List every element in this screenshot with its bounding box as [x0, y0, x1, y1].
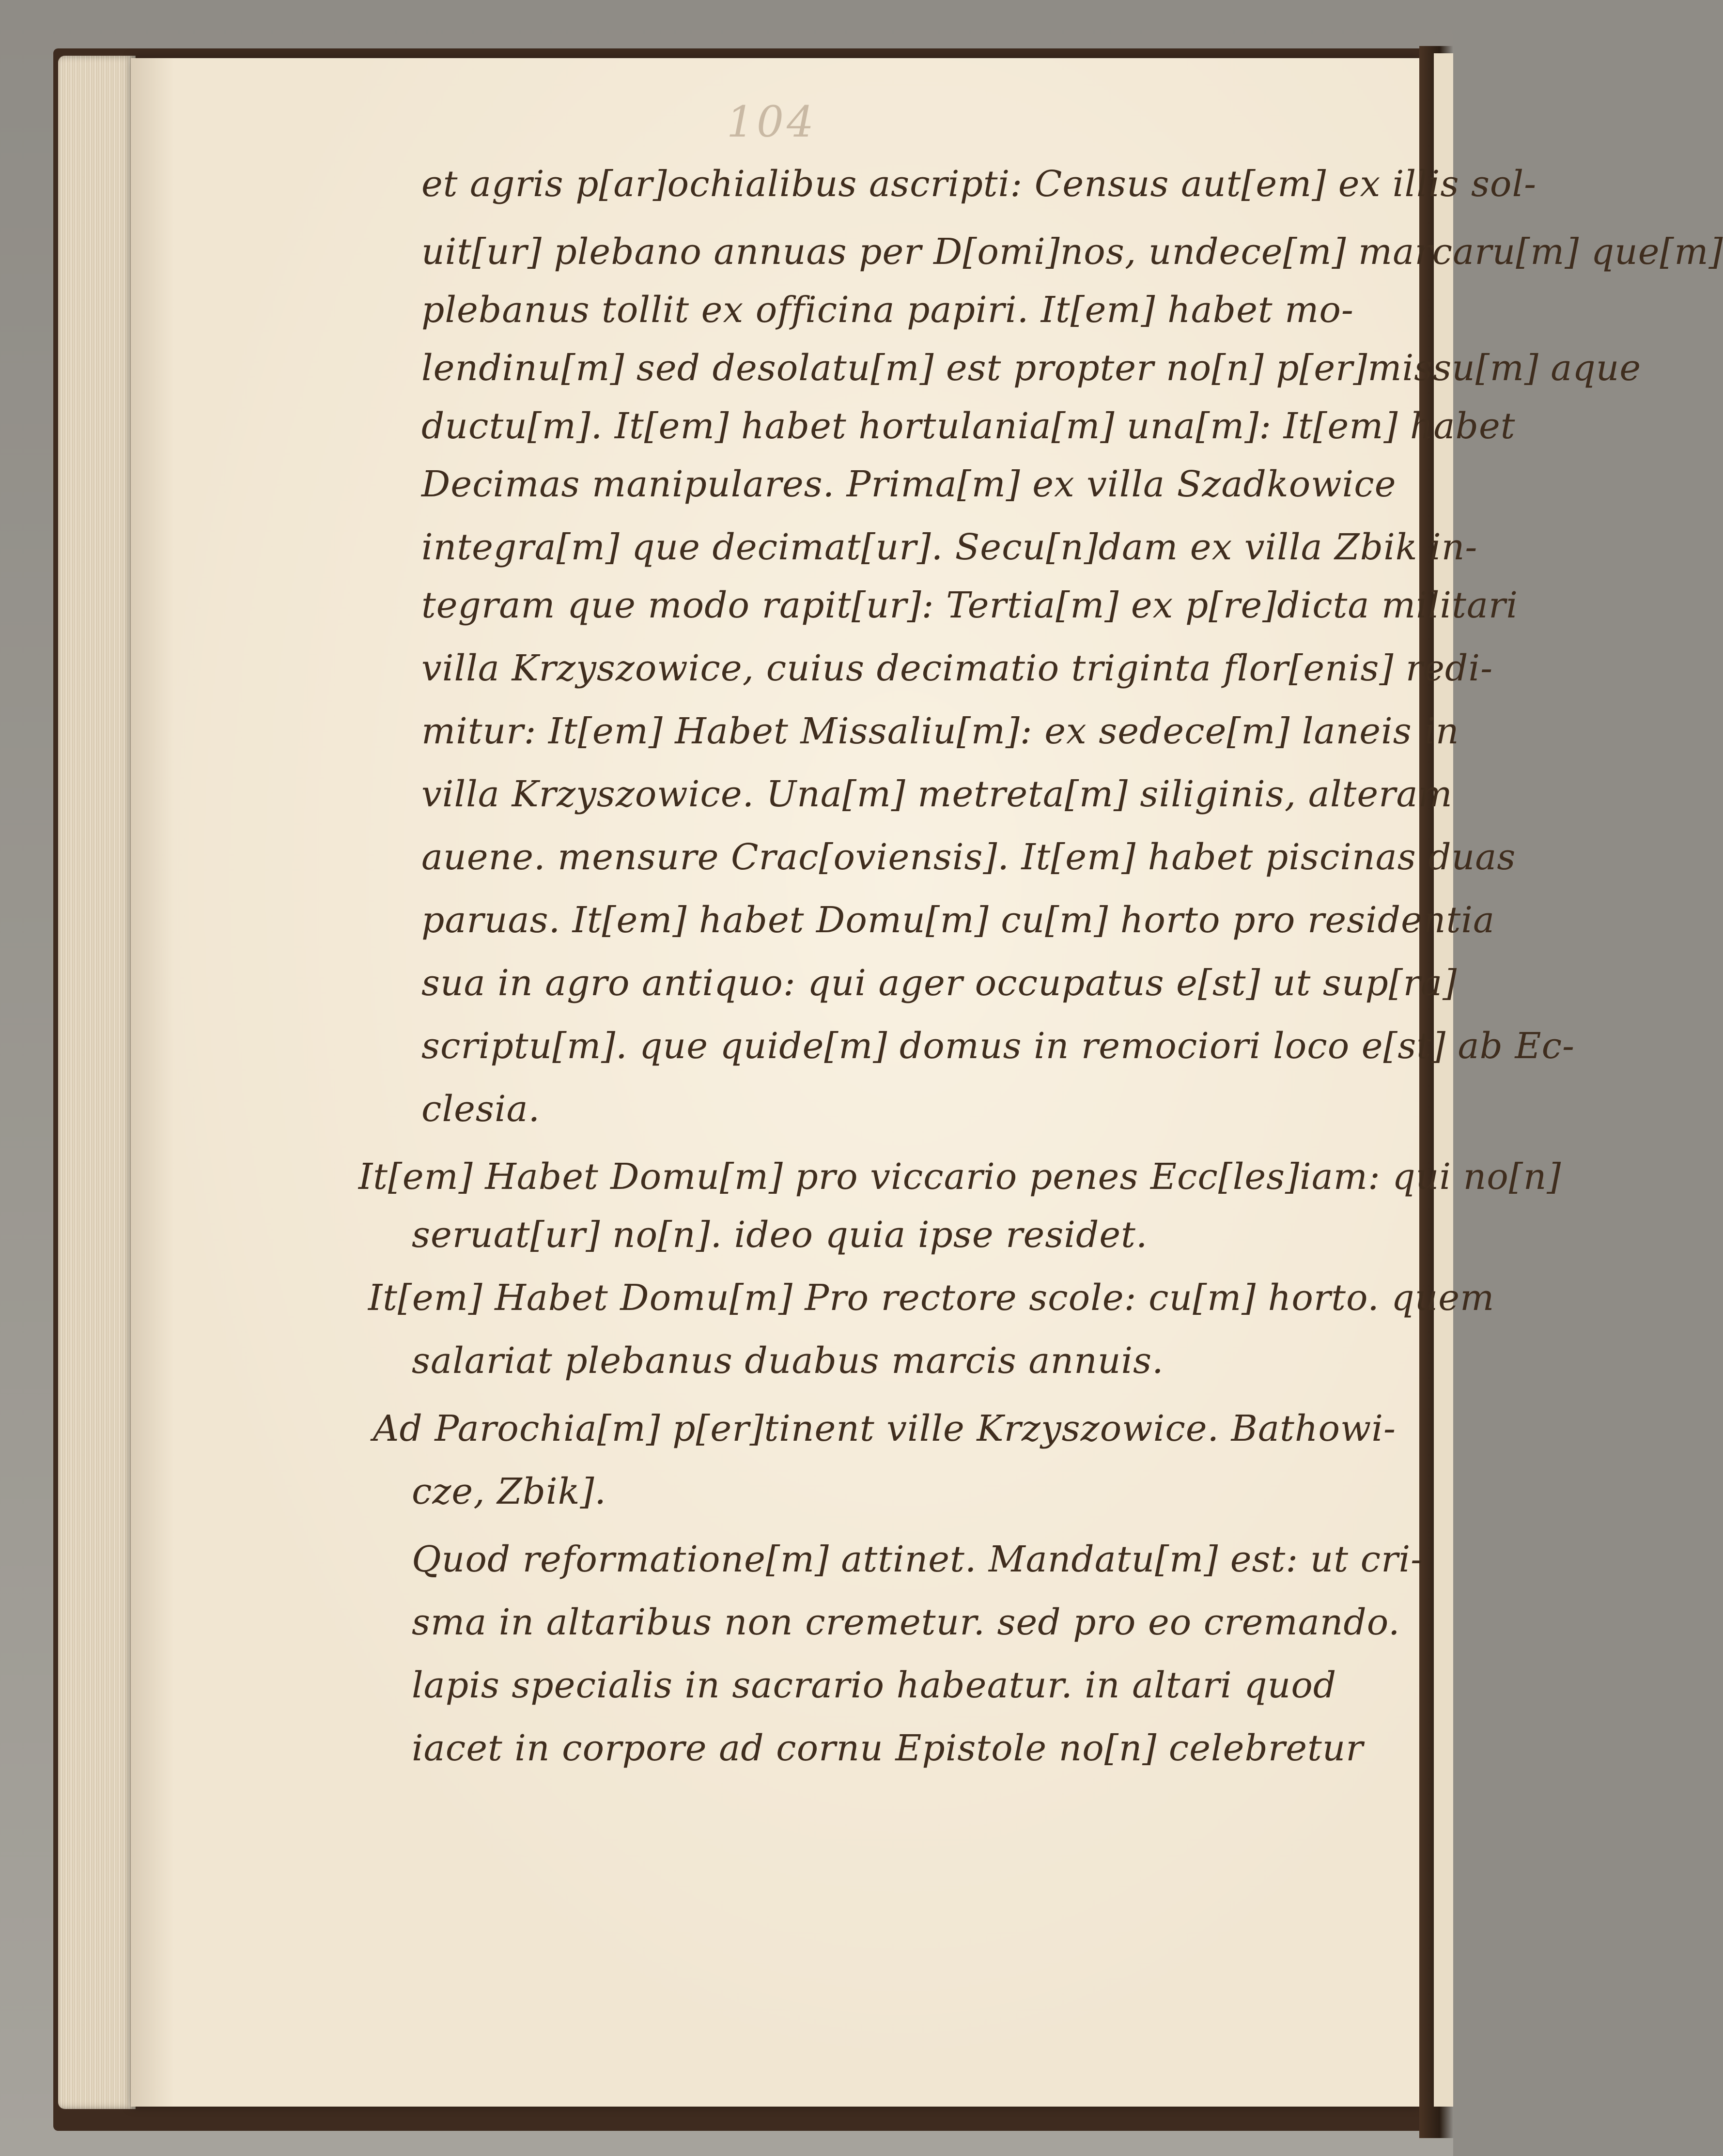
text-line: ductu[m]. It[em] habet hortulania[m] una[m]: It[em] habet — [421, 405, 1516, 447]
folio-number: 104 — [727, 97, 817, 147]
text-line: sma in altaribus non cremetur. sed pro eo cremando. — [412, 1602, 1400, 1643]
text-line: lendinu[m] sed desolatu[m] est propter no[n] p[er]missu[m] aque — [421, 347, 1642, 389]
text-line: uit[ur] plebano annuas per D[omi]nos, undece[m] marcaru[m] que[m] — [421, 231, 1723, 273]
text-line: Ad Parochia[m] p[er]tinent ville Krzyszowice. Bathowi- — [373, 1408, 1397, 1449]
text-line: villa Krzyszowice, cuius decimatio triginta flor[enis] redi- — [421, 647, 1493, 689]
text-line: auene. mensure Crac[oviensis]. It[em] habet piscinas duas — [421, 836, 1516, 878]
text-line: clesia. — [421, 1088, 541, 1130]
text-line: It[em] Habet Domu[m] pro viccario penes Ecc[les]iam: qui no[n] — [358, 1156, 1562, 1198]
text-line: villa Krzyszowice. Una[m] metreta[m] siliginis, alteram — [421, 773, 1453, 815]
text-line: seruat[ur] no[n]. ideo quia ipse residet. — [412, 1214, 1148, 1256]
text-line: Quod reformatione[m] attinet. Mandatu[m] est: ut cri- — [412, 1539, 1424, 1580]
text-line: salariat plebanus duabus marcis annuis. — [412, 1340, 1164, 1382]
text-line: cze, Zbik]. — [412, 1471, 606, 1512]
text-line: integra[m] que decimat[ur]. Secu[n]dam ex villa Zbik in- — [421, 526, 1478, 568]
text-line: iacet in corpore ad cornu Epistole no[n] celebretur — [412, 1727, 1364, 1769]
text-line: scriptu[m]. que quide[m] domus in remociori loco e[st] ab Ec- — [421, 1025, 1575, 1067]
text-line: It[em] Habet Domu[m] Pro rectore scole: cu[m] horto. quem — [368, 1277, 1495, 1319]
text-line: sua in agro antiquo: qui ager occupatus e[st] ut sup[ra] — [421, 962, 1458, 1004]
page-edges — [58, 56, 136, 2109]
text-line: et agris p[ar]ochialibus ascripti: Census aut[em] ex illis sol- — [421, 163, 1537, 205]
text-line: paruas. It[em] habet Domu[m] cu[m] horto pro residentia — [421, 899, 1495, 941]
text-line: mitur: It[em] Habet Missaliu[m]: ex sedece[m] laneis in — [421, 710, 1459, 752]
text-line: tegram que modo rapit[ur]: Tertia[m] ex p[re]dicta militari — [421, 585, 1519, 626]
text-line: lapis specialis in sacrario habeatur. in altari quod — [412, 1664, 1337, 1706]
text-line: plebanus tollit ex officina papiri. It[em] habet mo- — [421, 289, 1354, 331]
text-line: Decimas manipulares. Prima[m] ex villa Szadkowice — [421, 463, 1397, 505]
